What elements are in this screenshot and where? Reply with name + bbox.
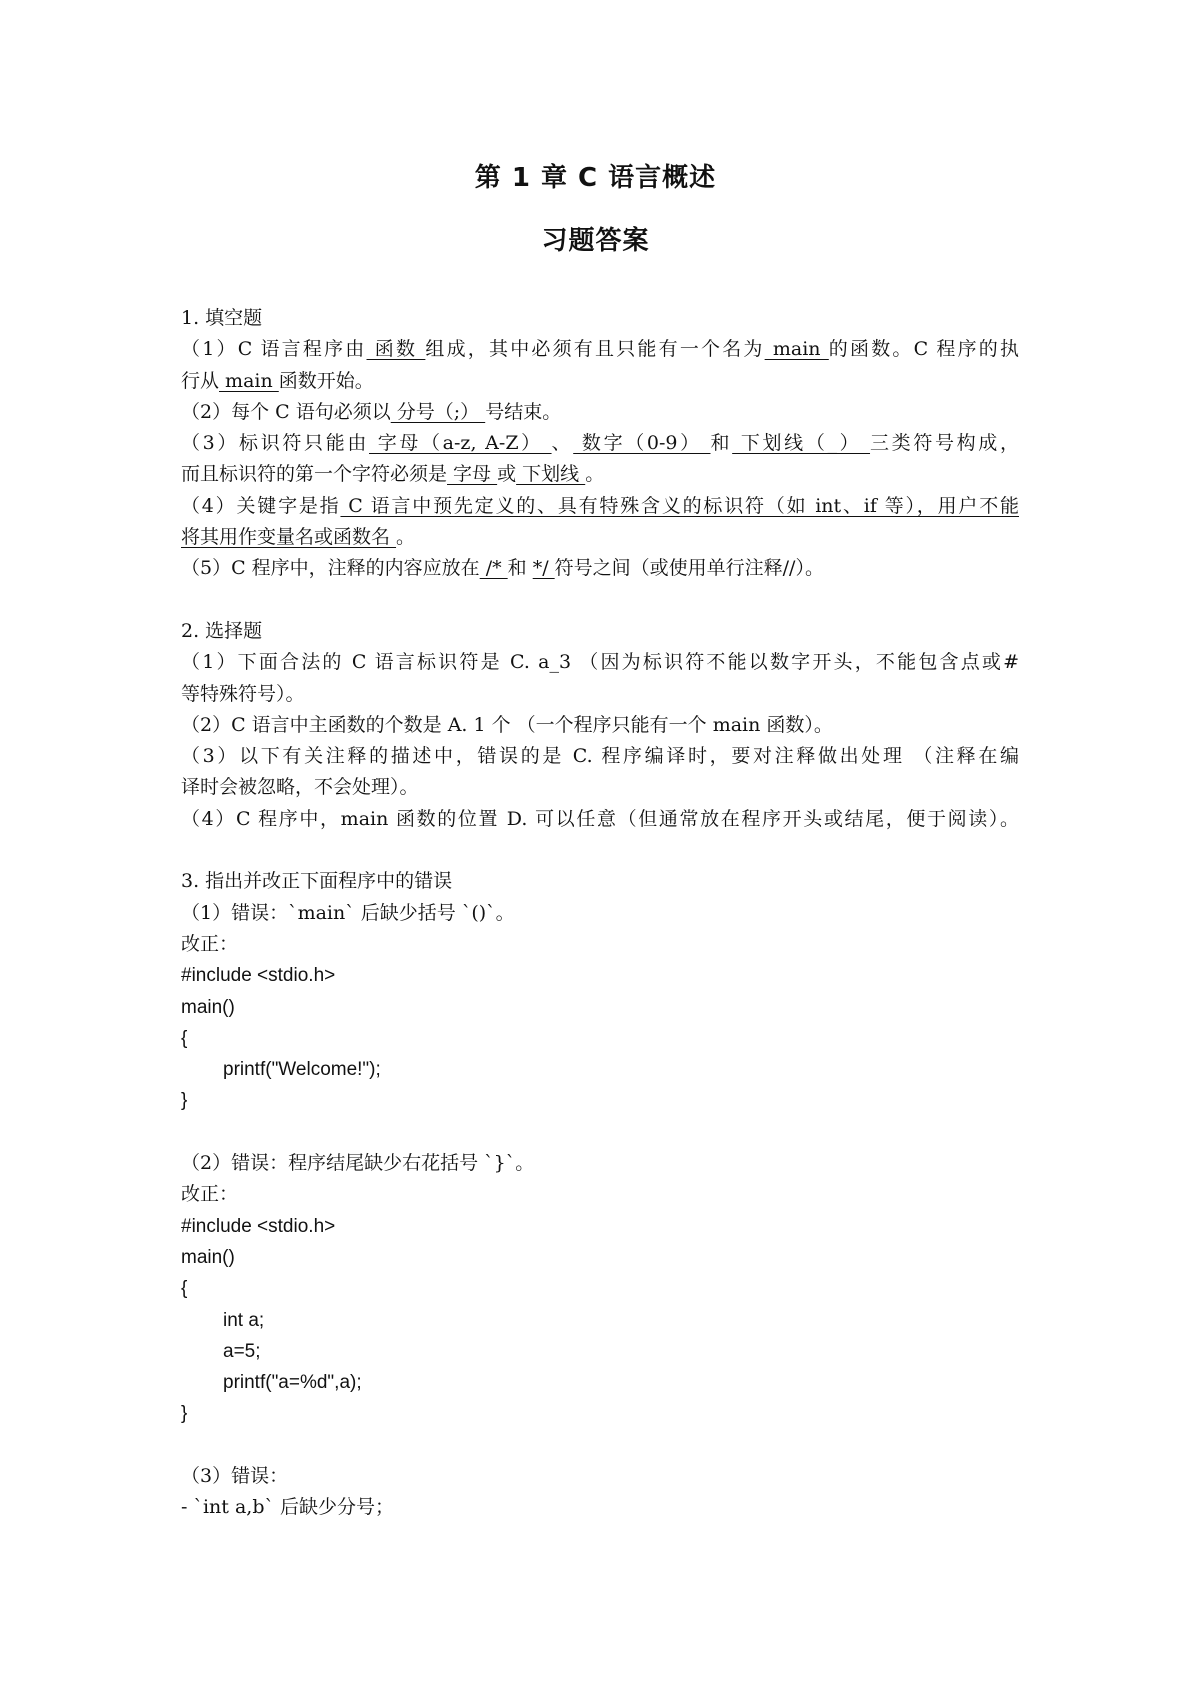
- code-line: {: [181, 1278, 188, 1300]
- error2-code-block: [181, 1211, 1019, 1430]
- answer-blank: main: [219, 369, 279, 392]
- fill-q2: （2）每个 C 语句必须以 分号（;） 号结束。: [181, 400, 562, 423]
- code-line: {: [181, 1027, 188, 1049]
- fill-q1-line1: （1）C 语言程序由 函数 组成，其中必须有且只能有一个名为 main 的函数。C 程序的执: [181, 338, 1019, 361]
- answer-blank: 下划线: [516, 463, 586, 486]
- code-line: int a;: [223, 1309, 265, 1331]
- code-line: a=5;: [223, 1340, 261, 1362]
- code-line: }: [181, 1090, 188, 1112]
- chapter-subtitle: 习题答案: [541, 226, 650, 256]
- error3-description: （3）错误：: [181, 1464, 289, 1487]
- code-line: }: [181, 1403, 188, 1425]
- chapter-title: 第 1 章 C 语言概述: [474, 163, 717, 193]
- choice-q1-line2: 等特殊符号）。: [181, 682, 305, 705]
- error1-code-block: [181, 960, 1019, 1116]
- error1-description: （1）错误：`main` 后缺少括号 `()`。: [181, 901, 515, 924]
- answer-blank: 下划线（_）: [732, 432, 871, 455]
- error1-fix-label: 改正：: [181, 932, 239, 955]
- code-line: main(): [181, 1246, 235, 1268]
- fill-q4-line1: （4）关键字是指 C 语言中预先定义的、具有特殊含义的标识符（如 int、if 等），用户不能: [181, 494, 1019, 517]
- spacer: [181, 1117, 1019, 1148]
- answer-blank: /*: [479, 557, 508, 580]
- answer-blank: 数字（0-9）: [573, 432, 711, 455]
- fill-q3-line2: 而且标识符的第一个字符必须是 字母 或 下划线 。: [181, 463, 605, 486]
- code-line: printf("a=%d",a);: [223, 1372, 362, 1394]
- fill-q5: （5）C 程序中，注释的内容应放在 /* 和 */ 符号之间（或使用单行注释//）。: [181, 557, 824, 580]
- choice-q4: （4）C 程序中，main 函数的位置 D. 可以任意（但通常放在程序开头或结尾，便于阅读）。: [181, 807, 1019, 830]
- code-line: #include <stdio.h>: [181, 1215, 336, 1237]
- answer-blank: 将其用作变量名或函数名: [181, 526, 397, 549]
- code-line: printf("Welcome!");: [223, 1059, 381, 1081]
- choice-q1-line1: （1）下面合法的 C 语言标识符是 C. a_3 （因为标识符不能以数字开头，不能包含点或#: [181, 651, 1019, 674]
- answer-blank: main: [764, 338, 829, 361]
- fill-q1-line2: 行从 main 函数开始。: [181, 369, 374, 392]
- spacer: [181, 1430, 1019, 1461]
- answer-blank: 字母: [447, 463, 498, 486]
- code-line: main(): [181, 996, 235, 1018]
- spacer: [181, 835, 1019, 866]
- fill-q3-line1: （3）标识符只能由 字母（a-z, A-Z） 、 数字（0-9） 和 下划线（_） 三类符号构成，: [181, 432, 1019, 455]
- error3-item: - `int a,b` 后缺少分号；: [181, 1496, 395, 1519]
- spacer: [181, 585, 1019, 616]
- section2-heading: 2. 选择题: [181, 619, 263, 642]
- choice-q2: （2）C 语言中主函数的个数是 A. 1 个 （一个程序只能有一个 main 函数）。: [181, 713, 833, 736]
- choice-q3-line1: （3）以下有关注释的描述中，错误的是 C. 程序编译时，要对注释做出处理 （注释在编: [181, 745, 1019, 768]
- error2-fix-label: 改正：: [181, 1183, 239, 1206]
- answer-blank: */: [532, 557, 555, 580]
- error2-description: （2）错误：程序结尾缺少右花括号 `}`。: [181, 1152, 535, 1175]
- choice-q3-line2: 译时会被忽略，不会处理）。: [181, 776, 419, 799]
- answer-blank: 分号（;）: [390, 400, 486, 423]
- answer-blank: C 语言中预先定义的、具有特殊含义的标识符（如 int、if 等），用户不能: [340, 494, 1019, 517]
- code-line: #include <stdio.h>: [181, 965, 336, 987]
- fill-q4-line2: 将其用作变量名或函数名 。: [181, 526, 416, 549]
- answer-blank: 字母（a-z, A-Z）: [369, 432, 552, 455]
- answer-content: [181, 303, 1019, 1524]
- answer-blank: 函数: [366, 338, 426, 361]
- section3-heading: 3. 指出并改正下面程序中的错误: [181, 870, 453, 893]
- section1-heading: 1. 填空题: [181, 307, 263, 329]
